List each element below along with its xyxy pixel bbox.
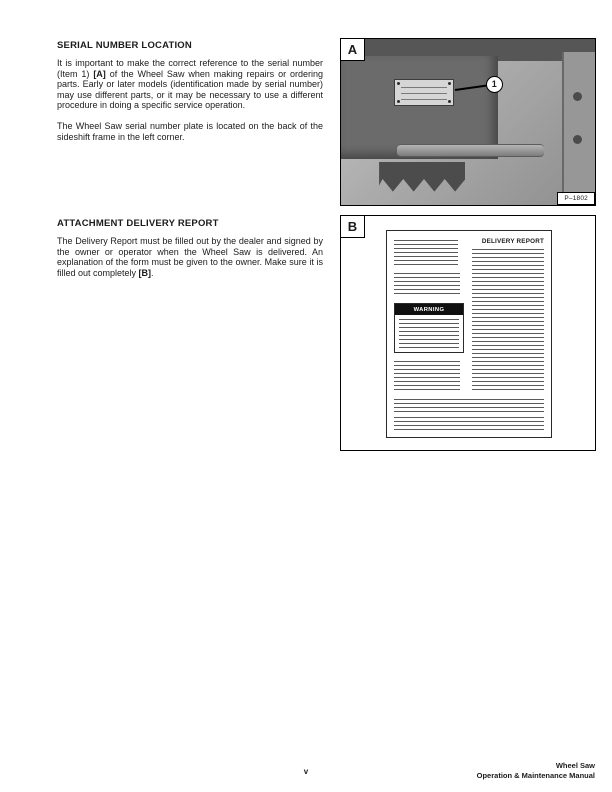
plate-text-line (401, 87, 447, 88)
delivery-report-form (386, 230, 552, 438)
photo-reference-label: P–1802 (557, 192, 595, 205)
figure-a-label: A (341, 39, 365, 61)
plate-rivet (448, 82, 451, 85)
paragraph-serial-number-1 (57, 58, 323, 111)
paragraph-serial-number-2: The Wheel Saw serial number plate is located on the back of the sideshift frame in the left corner. (57, 120, 323, 142)
plate-rivet (448, 100, 451, 103)
figure-a (340, 38, 596, 206)
form-text-lines-bottom-1 (394, 399, 544, 412)
form-text-lines-bottom-2 (394, 417, 544, 430)
machine-upright (562, 52, 595, 195)
doc-title-block (477, 761, 595, 780)
machine-crossbar (397, 144, 544, 157)
figure-b (340, 215, 596, 451)
figure-b-label: B (341, 216, 365, 238)
paragraph-text: It is important to make the correct reference to the serial number (Item 1) (57, 58, 323, 79)
paragraph-text: of the Wheel Saw when making repairs or ordering parts. Early or later models (identification made by serial number) may use different parts, or it may be necessary to use a different procedure in doing a specific service operation. (57, 68, 323, 111)
form-text-lines-left-column-2 (394, 361, 460, 391)
bolt-hole (573, 92, 582, 101)
form-text-lines-warning (399, 319, 459, 348)
text-column (57, 40, 323, 289)
figure-a-photo (341, 39, 595, 205)
section-heading-serial-number: SERIAL NUMBER LOCATION (57, 40, 192, 51)
page-number: v (303, 767, 309, 776)
paragraph-text: The Delivery Report must be filled out by the dealer and signed by the owner or operator when the Wheel Saw is delivered. An explanation of the form must be given to the owner. Make sure it is filled out completely (57, 236, 323, 278)
serrated-edge (379, 162, 465, 200)
plate-rivet (397, 100, 400, 103)
doc-title-line2: Operation & Maintenance Manual (476, 770, 595, 780)
figure-reference-b: [B] (138, 267, 152, 278)
section-heading-delivery-report: ATTACHMENT DELIVERY REPORT (57, 218, 219, 230)
paragraph-delivery-report (57, 236, 323, 278)
plate-text-line (401, 93, 447, 94)
plate-text-line (401, 99, 447, 100)
callout-1-badge: 1 (486, 76, 503, 93)
form-text-lines-left-column (394, 273, 460, 295)
form-text-lines-right-column (472, 249, 544, 393)
figure-reference-a: [A] (93, 68, 106, 79)
plate-rivet (397, 82, 400, 85)
form-text-lines-header (394, 240, 458, 265)
form-title: DELIVERY REPORT (481, 238, 544, 245)
bolt-hole (573, 135, 582, 144)
warning-label: WARNING (395, 304, 463, 315)
section-attachment-delivery-report (57, 218, 323, 278)
doc-title-line1: Wheel Saw (555, 761, 595, 770)
serial-number-plate (394, 79, 454, 106)
warning-box (394, 303, 464, 353)
paragraph-text: . (151, 267, 154, 278)
section-serial-number-location (57, 40, 323, 142)
